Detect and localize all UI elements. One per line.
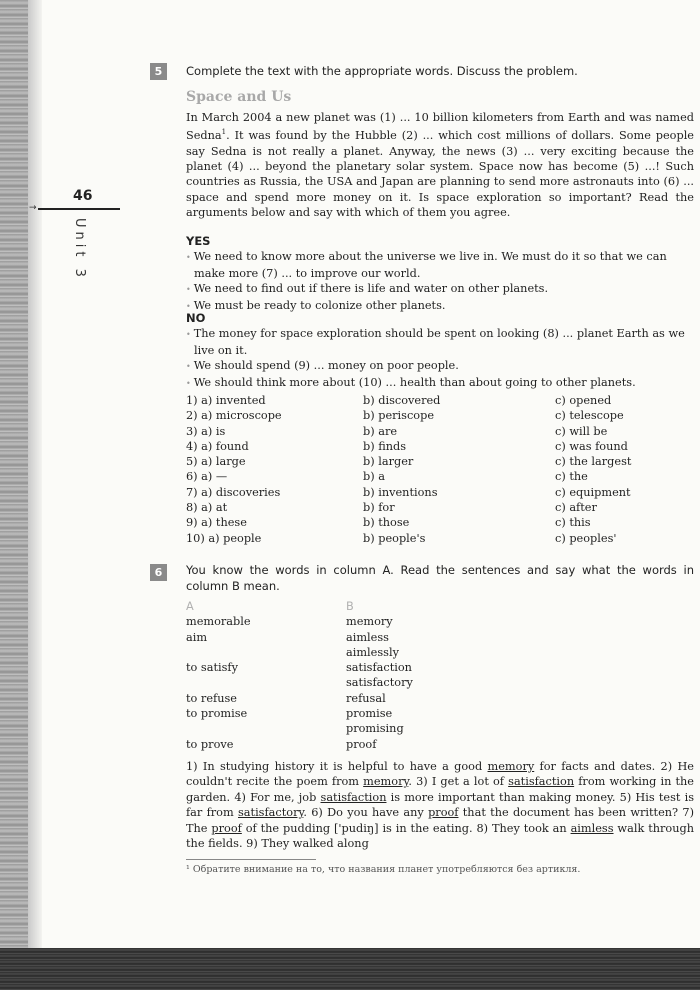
word-row [186, 675, 526, 690]
sentence-text: from working in the garden. 4) For me, job [186, 775, 694, 804]
option-row [186, 424, 695, 439]
yes-argument: • We need to find out if there is life and water on other planets. [186, 281, 694, 297]
word-b: promising [346, 722, 404, 736]
word-row [186, 630, 526, 645]
option-row [186, 408, 695, 423]
option-c: c) the largest [555, 455, 632, 469]
footnote-mark: 1 [221, 128, 227, 137]
sentence-text: 1) In studying history it is helpful to have a good [186, 760, 488, 773]
option-c: c) telescope [555, 409, 624, 423]
word-a: to satisfy [186, 661, 238, 675]
exercise-6-number: 6 [150, 564, 167, 581]
yes-arguments [186, 234, 694, 314]
exercise-5-text [186, 110, 694, 221]
word-row [186, 706, 526, 721]
word-b: refusal [346, 691, 386, 705]
option-b: b) those [363, 516, 410, 530]
word-b: proof [346, 737, 377, 751]
sentence-text: for facts and dates. 2) He couldn't recite the poem from [186, 760, 694, 789]
exercise-5-title: Space and Us [186, 89, 292, 105]
yes-argument: • We must be ready to colonize other planets. [186, 298, 694, 314]
word-b: satisfactory [346, 676, 413, 690]
option-row [186, 500, 695, 515]
word-row [186, 721, 526, 736]
option-b: b) a [363, 470, 385, 484]
page-number: 46 [73, 188, 93, 204]
word-b: memory [346, 615, 393, 629]
underlined-word: aimless [570, 821, 614, 835]
unit-label: Unit 3 [72, 218, 87, 281]
footnote: ¹ Обратите внимание на то, что названия планет употребляются без артикля. [186, 864, 581, 875]
sentence-text: . 6) Do you have any [303, 806, 429, 820]
underlined-word: proof [211, 821, 242, 835]
option-a: 7) a) discoveries [186, 485, 281, 499]
option-c: c) was found [555, 439, 628, 453]
option-c: c) after [555, 501, 597, 515]
word-a [186, 645, 346, 660]
column-b-header: B [346, 600, 354, 613]
sentence-text: walk through the fields. 9) They walked along [186, 821, 694, 851]
exercise-6-sentences [186, 759, 694, 851]
word-a: aim [186, 630, 208, 644]
option-c: c) opened [555, 394, 612, 407]
no-label: NO [186, 311, 206, 325]
text-part-a: In March 2004 a new planet was (1) ... 10 billion kilometers from Earth and was named Sedna [186, 111, 694, 143]
word-b: promise [346, 707, 393, 721]
no-argument: • We should think more about (10) ... health than about going to other planets. [186, 375, 694, 391]
option-b: b) are [363, 424, 398, 438]
yes-argument: • We need to know more about the universe we live in. We must do it so that we can make more (7) ... to improve our world. [186, 249, 694, 281]
word-a: to promise [186, 707, 248, 721]
word-columns [186, 599, 526, 752]
option-c: c) peoples' [555, 531, 617, 545]
no-argument: • The money for space exploration should be spent on looking (8) ... planet Earth as we live on it. [186, 326, 694, 358]
exercise-6-instruction: You know the words in column A. Read the sentences and say what the words in column B mean. [186, 563, 694, 593]
underlined-word: satisfaction [508, 775, 575, 789]
word-row [186, 737, 526, 752]
word-row [186, 645, 526, 660]
underlined-word: memory [487, 760, 535, 773]
underlined-word: satisfactory [238, 806, 304, 820]
underlined-word: satisfaction [320, 790, 387, 804]
option-c: c) will be [555, 424, 608, 438]
text-part-b: . It was found by the Hubble (2) ... which cost millions of dollars. Some people say Sedna is not really a planet. Anyway, the news (3) ... very exciting because the planet (4) ... beyond the planetary solar system. Space now has become (5) ...! Such countries as Russia, the USA and Japan are planning to send more astronauts into (6) ... space and spend more money on it. Is space exploration so important? Read the arguments below and say with which of them you agree. [186, 129, 694, 220]
word-a [186, 675, 346, 690]
option-b: b) inventions [363, 485, 438, 499]
word-a [186, 721, 346, 736]
word-b: aimlessly [346, 645, 399, 659]
option-b: b) discovered [363, 394, 441, 407]
no-arguments [186, 311, 694, 391]
option-row [186, 485, 695, 500]
footnote-rule [186, 859, 316, 860]
option-c: c) the [555, 470, 588, 484]
word-a: to refuse [186, 691, 237, 705]
word-row [186, 660, 526, 675]
option-b: b) finds [363, 439, 407, 453]
page-number-rule [38, 208, 120, 210]
scan-bottom-edge [0, 948, 700, 990]
word-b: satisfaction [346, 661, 412, 675]
column-a-header: A [186, 600, 194, 613]
option-row [186, 454, 695, 469]
option-a: 5) a) large [186, 455, 246, 469]
sentence-text: of the pudding ['pudiŋ] is in the eating. 8) They took an [241, 821, 571, 835]
option-a: 6) a) — [186, 470, 228, 484]
option-b: b) people's [363, 531, 426, 545]
yes-label: YES [186, 234, 211, 248]
option-a: 2) a) microscope [186, 409, 282, 423]
option-row [186, 439, 695, 454]
option-a: 8) a) at [186, 501, 228, 515]
spine-shadow [28, 0, 42, 990]
exercise-5-number: 5 [150, 63, 167, 80]
option-b: b) for [363, 501, 395, 515]
word-a: to prove [186, 737, 234, 751]
option-c: c) this [555, 516, 591, 530]
option-row [186, 531, 695, 546]
sentence-text: that the document has been written? 7) The [186, 806, 694, 835]
word-row [186, 691, 526, 706]
option-row [186, 515, 695, 530]
option-b: b) larger [363, 455, 414, 469]
answer-options [186, 393, 695, 546]
word-a: memorable [186, 615, 251, 629]
sentence-text: . 3) I get a lot of [408, 775, 509, 789]
option-a: 1) a) invented [186, 394, 266, 407]
option-a: 9) a) these [186, 516, 247, 530]
underlined-word: memory [363, 775, 409, 789]
option-b: b) periscope [363, 409, 435, 423]
pointer-arrow-icon: → [29, 203, 37, 213]
word-row [186, 614, 526, 629]
option-c: c) equipment [555, 485, 631, 499]
underlined-word: proof [428, 806, 459, 820]
no-argument: • We should spend (9) ... money on poor people. [186, 358, 694, 374]
option-a: 10) a) people [186, 531, 262, 545]
exercise-5-instruction: Complete the text with the appropriate words. Discuss the problem. [186, 64, 578, 78]
column-headers [186, 599, 526, 614]
word-b: aimless [346, 630, 389, 644]
sentence-text: is more important than making money. 5) His test is far from [186, 790, 694, 820]
option-a: 4) a) found [186, 439, 249, 453]
option-a: 3) a) is [186, 424, 226, 438]
option-row [186, 393, 695, 408]
option-row [186, 469, 695, 484]
book-spine-edge [0, 0, 28, 990]
